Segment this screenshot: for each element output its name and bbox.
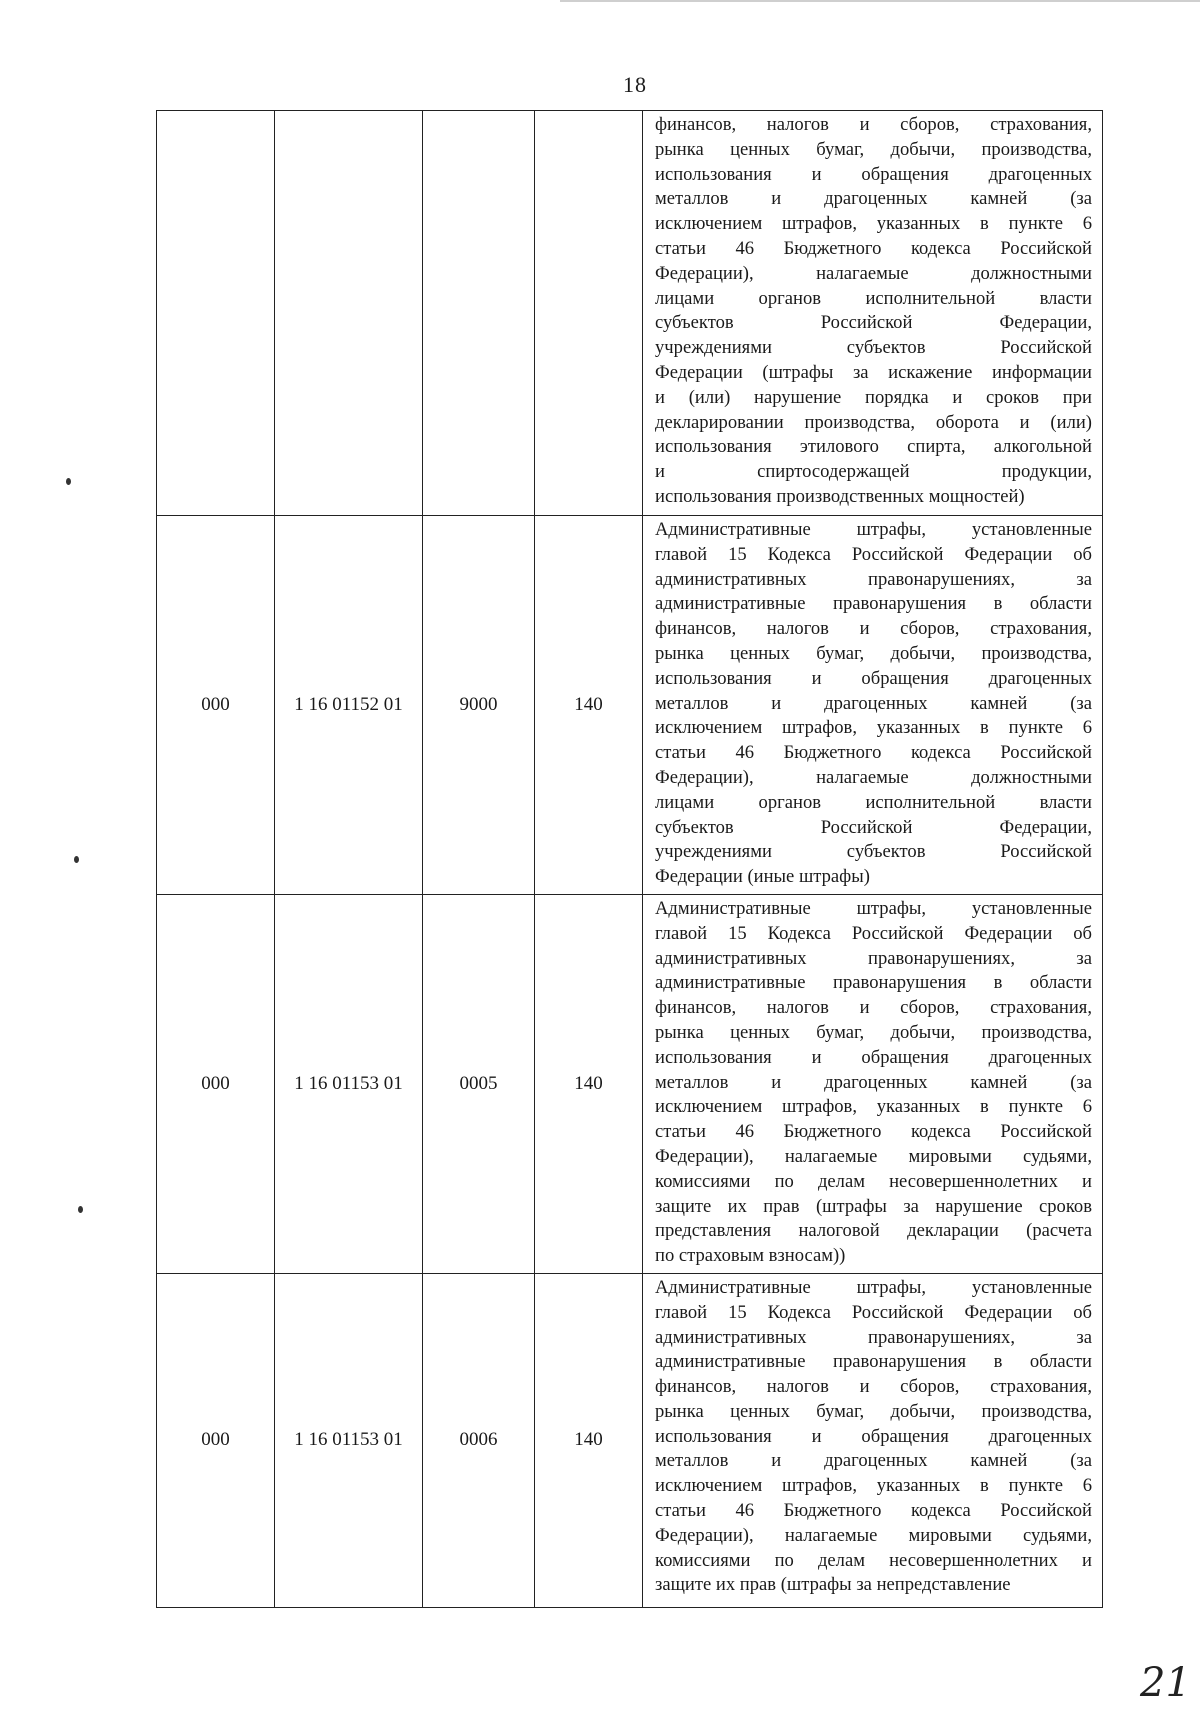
description-line: административных правонарушениях, за: [655, 568, 1092, 590]
description-line: главой 15 Кодекса Российской Федерации об: [655, 1301, 1092, 1323]
kosgu-code-cell: [535, 111, 643, 516]
description-line: административных правонарушениях, за: [655, 947, 1092, 969]
kosgu-code-cell: 140: [535, 894, 643, 1273]
description-line: Федерации), налагаемые мировыми судьями,: [655, 1145, 1092, 1167]
description-cell: [643, 894, 1103, 1273]
description-line: финансов, налогов и сборов, страхования,: [655, 114, 1092, 135]
description-line: финансов, налогов и сборов, страхования,: [655, 1376, 1092, 1398]
description-line: использования этилового спирта, алкогольной: [655, 436, 1092, 458]
description-line: главой 15 Кодекса Российской Федерации об: [655, 922, 1092, 944]
table-row: [157, 111, 1103, 516]
description-line: комиссиями по делам несовершеннолетних и: [655, 1170, 1092, 1192]
table-row: [157, 1273, 1103, 1607]
description-cell: [643, 1273, 1103, 1607]
description-line: лицами органов исполнительной власти: [655, 791, 1092, 813]
description-line: учреждениями субъектов Российской: [655, 337, 1092, 359]
description-line: использования и обращения драгоценных: [655, 1046, 1092, 1068]
description-line: административные правонарушения в области: [655, 593, 1092, 615]
description-line: по страховым взносам)): [655, 1245, 846, 1267]
description-line: исключением штрафов, указанных в пункте 6: [655, 1475, 1092, 1497]
description-line: представления налоговой декларации (расчета: [655, 1220, 1092, 1242]
description-line: металлов и драгоценных камней (за: [655, 1450, 1092, 1472]
kbk-code-cell: [275, 111, 423, 516]
program-code-cell: 0005: [423, 894, 535, 1273]
admin-code-cell: 000: [157, 894, 275, 1273]
description-line: субъектов Российской Федерации,: [655, 312, 1092, 334]
description-line: использования и обращения драгоценных: [655, 163, 1092, 185]
budget-codes-table: [156, 110, 1103, 1608]
description-line: рынка ценных бумаг, добычи, производства,: [655, 1400, 1092, 1422]
admin-code-cell: 000: [157, 516, 275, 895]
description-line: и спиртосодержащей продукции,: [655, 461, 1092, 483]
scan-speck: [66, 478, 71, 485]
description-line: Федерации (штрафы за искажение информации: [655, 361, 1092, 383]
description-line: металлов и драгоценных камней (за: [655, 188, 1092, 210]
description-line: статьи 46 Бюджетного кодекса Российской: [655, 237, 1092, 259]
kbk-code-cell: 1 16 01153 01: [275, 894, 423, 1273]
description-line: металлов и драгоценных камней (за: [655, 692, 1092, 714]
scan-edge-line: [560, 0, 1200, 2]
admin-code-cell: [157, 111, 275, 516]
scan-speck: [78, 1206, 83, 1213]
description-line: исключением штрафов, указанных в пункте 6: [655, 213, 1092, 235]
kbk-code-cell: 1 16 01153 01: [275, 1273, 423, 1607]
description-line: исключением штрафов, указанных в пункте 6: [655, 1096, 1092, 1118]
description-line: главой 15 Кодекса Российской Федерации об: [655, 543, 1092, 565]
description-line: рынка ценных бумаг, добычи, производства,: [655, 1021, 1092, 1043]
description-line: Федерации), налагаемые мировыми судьями,: [655, 1524, 1092, 1546]
description-cell: [643, 516, 1103, 895]
description-line: комиссиями по делам несовершеннолетних и: [655, 1549, 1092, 1571]
description-line: декларировании производства, оборота и (или): [655, 411, 1092, 433]
description-line: учреждениями субъектов Российской: [655, 841, 1092, 863]
table-row: [157, 894, 1103, 1273]
description-line: Административные штрафы, установленные: [655, 519, 1092, 540]
kbk-code-cell: 1 16 01152 01: [275, 516, 423, 895]
description-line: использования производственных мощностей): [655, 485, 1025, 507]
description-line: и (или) нарушение порядка и сроков при: [655, 386, 1092, 408]
table-body: [157, 111, 1103, 1608]
description-line: Административные штрафы, установленные: [655, 897, 1092, 919]
kosgu-code-cell: 140: [535, 1273, 643, 1607]
description-line: защите их прав (штрафы за нарушение сроков: [655, 1195, 1092, 1217]
description-line: статьи 46 Бюджетного кодекса Российской: [655, 1121, 1092, 1143]
kosgu-code-cell: 140: [535, 516, 643, 895]
program-code-cell: [423, 111, 535, 516]
handwritten-sheet-number: 21: [1140, 1660, 1191, 1706]
description-line: лицами органов исполнительной власти: [655, 287, 1092, 309]
description-line: исключением штрафов, указанных в пункте 6: [655, 717, 1092, 739]
description-line: финансов, налогов и сборов, страхования,: [655, 997, 1092, 1019]
description-line: финансов, налогов и сборов, страхования,: [655, 618, 1092, 640]
program-code-cell: 0006: [423, 1273, 535, 1607]
description-line: металлов и драгоценных камней (за: [655, 1071, 1092, 1093]
admin-code-cell: 000: [157, 1273, 275, 1607]
description-line: использования и обращения драгоценных: [655, 667, 1092, 689]
description-line: статьи 46 Бюджетного кодекса Российской: [655, 1500, 1092, 1522]
description-line: защите их прав (штрафы за непредставление: [655, 1574, 1011, 1596]
program-code-cell: 9000: [423, 516, 535, 895]
description-line: использования и обращения драгоценных: [655, 1425, 1092, 1447]
description-line: Федерации), налагаемые должностными: [655, 262, 1092, 284]
description-line: административные правонарушения в области: [655, 1351, 1092, 1373]
scan-speck: [74, 856, 79, 863]
description-line: статьи 46 Бюджетного кодекса Российской: [655, 742, 1092, 764]
description-line: административные правонарушения в области: [655, 972, 1092, 994]
description-cell: [643, 111, 1103, 516]
page-number: 18: [623, 72, 647, 97]
description-line: Административные штрафы, установленные: [655, 1276, 1092, 1298]
description-line: Федерации (иные штрафы): [655, 866, 870, 888]
description-line: субъектов Российской Федерации,: [655, 816, 1092, 838]
table-row: [157, 516, 1103, 895]
description-line: рынка ценных бумаг, добычи, производства,: [655, 138, 1092, 160]
description-line: Федерации), налагаемые должностными: [655, 766, 1092, 788]
description-line: административных правонарушениях, за: [655, 1326, 1092, 1348]
description-line: рынка ценных бумаг, добычи, производства,: [655, 642, 1092, 664]
